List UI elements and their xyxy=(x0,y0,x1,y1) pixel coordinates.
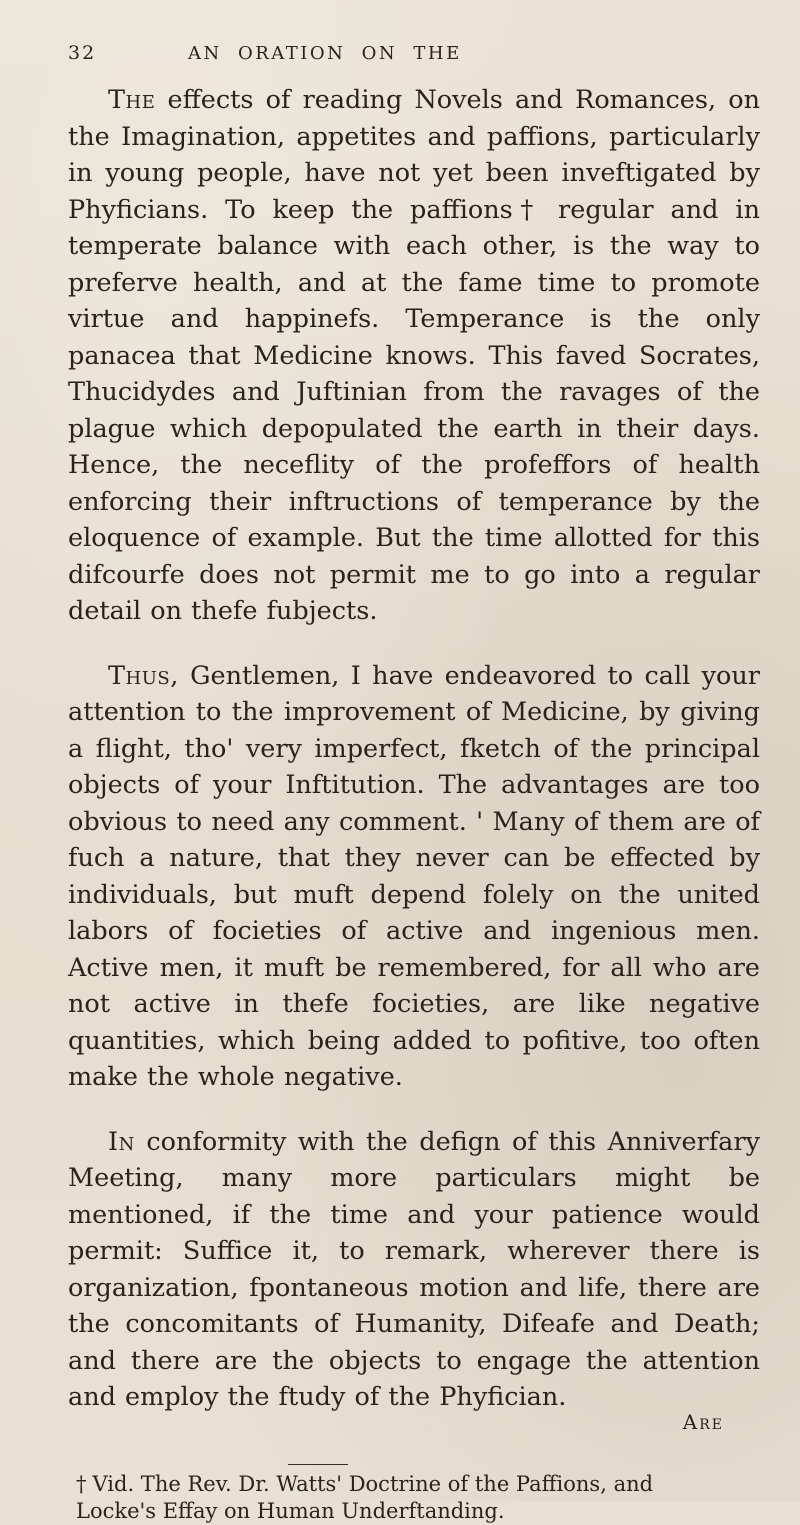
paragraph-lead: The xyxy=(108,85,156,115)
running-title: AN ORATION ON THE xyxy=(188,43,462,64)
paragraph-text: effects of reading Novels and Romances, on the Imagination, appetites and paffions, particularly in young people, have not yet been inveftigated by Phyficians. To keep the paffions† regular and in temperate balance with each other, is the way to preferve health, and at the fame time to promote virtue and happinefs. Temperance is the only panacea that Medicine knows. This faved Socrates, Thucidydes and Juftinian from the ravages of the plague which depopulated the earth in their days. Hence, the neceflity of the profeffors of health enforcing their inftructions of temperance by the eloquence of example. But the time allotted for this difcourfe does not permit me to go into a regular detail on thefe fubjects. xyxy=(68,85,760,626)
paragraph-text: Gentlemen, I have endeavored to call your attention to the improvement of Medicine, by giving a flight, tho' very imperfect, fketch of the principal objects of your Inftitution. The advantages are too obvious to need any comment. ' Many of them are of fuch a nature, that they never can be effected by individuals, but muft depend folely on the united labors of focieties of active and ingenious men. Active men, it muft be remembered, for all who are not active in thefe focieties, are like negative quantities, which being added to pofitive, too often make the whole negative. xyxy=(68,660,760,1092)
paragraph-anniversary xyxy=(68,1124,760,1416)
page-number: 32 xyxy=(68,42,97,64)
catchword: Are xyxy=(682,1409,724,1434)
paragraph-lead: In xyxy=(108,1126,135,1157)
running-head xyxy=(68,42,760,82)
footnote xyxy=(68,1471,736,1525)
paragraph-institution xyxy=(68,658,760,1096)
paragraph-text: conformity with the defign of this Anniverfary Meeting, many more particulars might be mentioned, if the time and your patience would permit: Suffice it, to remark, wherever there is organization, fpontaneous motion and life, there are the concomitants of Humanity, Difeafe and Death; and there are the objects to engage the attention and employ the ftudy of the Phyfician. xyxy=(68,1126,760,1412)
footnote-rule xyxy=(288,1464,348,1465)
footnote-mark: † xyxy=(76,1471,87,1496)
paragraph-novels xyxy=(68,82,760,630)
footnote-text: Vid. The Rev. Dr. Watts' Doctrine of the Paffions, and Locke's Effay on Human Underftanding. xyxy=(76,1471,654,1523)
paragraph-lead: Thus, xyxy=(108,660,179,691)
